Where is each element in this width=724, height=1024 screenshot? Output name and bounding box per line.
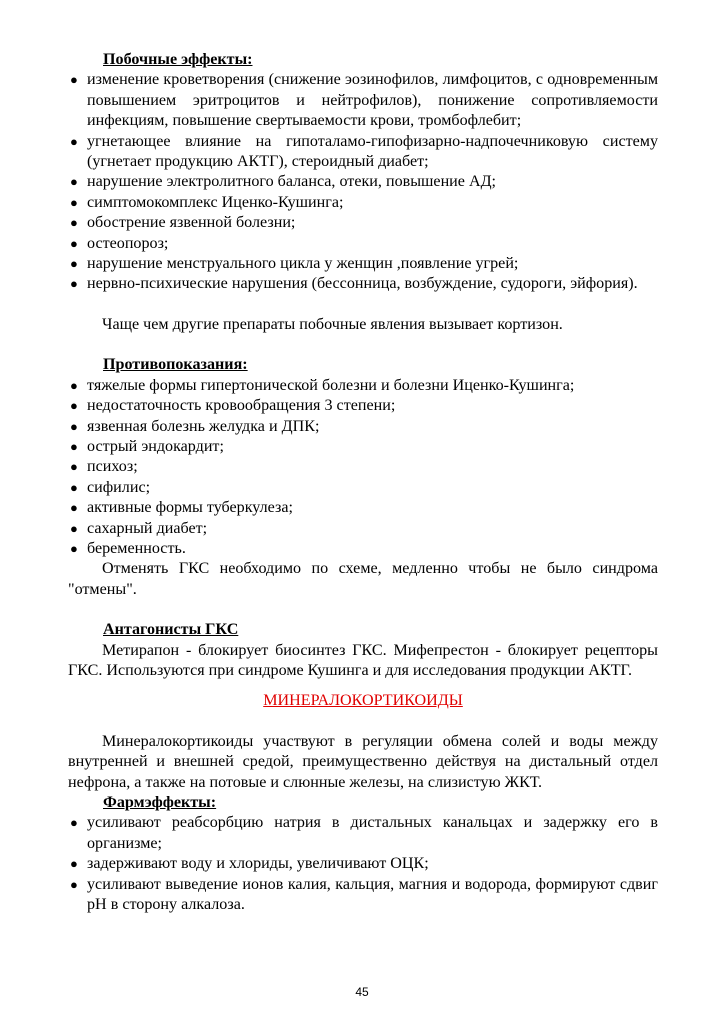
- antagonists-text: Метирапон - блокирует биосинтез ГКС. Мифепрестон - блокирует рецепторы ГКС. Используются при синдроме Кушинга и для исследования продукции АКТГ.: [68, 641, 658, 679]
- antagonists-heading: Антагонисты ГКС: [103, 621, 239, 639]
- bullet-icon: ●: [70, 194, 78, 210]
- bullet-icon: ●: [70, 377, 78, 393]
- side-effects-heading: Побочные эффекты:: [103, 51, 253, 68]
- bullet-icon: ●: [70, 398, 78, 414]
- list-item: ● усиливают реабсорбцию натрия в дистальных канальцах и задержку его в организме;: [70, 814, 658, 852]
- list-item: ● обострение язвенной болезни;: [68, 213, 658, 233]
- list-item: ● недостаточность кровообращения 3 степени;: [68, 396, 658, 416]
- list-item: ● нервно-психические нарушения (бессонница, возбуждение, судороги, эйфория).: [68, 274, 658, 294]
- list-item: ● симптомокомплекс Иценко-Кушинга;: [68, 193, 658, 213]
- bullet-icon: ●: [70, 479, 78, 495]
- side-effects-note: Чаще чем другие препараты побочные явления вызывает кортизон.: [102, 315, 563, 333]
- list-item: ● психоз;: [68, 457, 658, 477]
- list-item: ● тяжелые формы гипертонической болезни и болезни Иценко-Кушинга;: [68, 376, 658, 396]
- bullet-icon: ●: [70, 235, 78, 251]
- page-number: 45: [355, 985, 369, 999]
- bullet-icon: ●: [70, 815, 78, 831]
- bullet-icon: ●: [70, 540, 78, 556]
- bullet-icon: ●: [70, 133, 78, 149]
- list-item: ● острый эндокардит;: [68, 437, 658, 457]
- bullet-icon: ●: [70, 72, 78, 88]
- list-item: ● нарушение электролитного баланса, отеки, повышение АД;: [68, 172, 658, 192]
- bullet-icon: ●: [70, 438, 78, 454]
- list-item: ● угнетающее влияние на гипоталамо-гипофизарно-надпочечниковую систему (угнетает продукцию АКТГ), стероидный диабет;: [70, 132, 658, 171]
- bullet-icon: ●: [70, 876, 78, 892]
- bullet-icon: ●: [70, 500, 78, 516]
- pharm-effects-list: [68, 813, 658, 915]
- bullet-icon: ●: [70, 174, 78, 190]
- pharm-effects-heading: Фармэффекты:: [103, 794, 217, 811]
- list-item: ● сифилис;: [68, 478, 658, 498]
- contraindications-note: Отменять ГКС необходимо по схеме, медленно чтобы не было синдрома "отмены".: [68, 560, 658, 598]
- list-item: ● беременность.: [68, 539, 658, 559]
- bullet-icon: ●: [70, 856, 78, 872]
- list-item: ● сахарный диабет;: [68, 519, 658, 539]
- contraindications-list: [68, 376, 658, 560]
- document-page: [68, 50, 658, 915]
- bullet-icon: ●: [70, 418, 78, 434]
- list-item: ● задерживают воду и хлориды, увеличивают ОЦК;: [68, 854, 658, 874]
- bullet-icon: ●: [70, 520, 78, 536]
- bullet-icon: ●: [70, 215, 78, 231]
- list-item: ● активные формы туберкулеза;: [68, 498, 658, 518]
- list-item: ● усиливают выведение ионов калия, кальция, магния и водорода, формируют сдвиг pH в сторону алкалоза.: [70, 875, 658, 914]
- bullet-icon: ●: [70, 256, 78, 272]
- mineralocorticoids-intro: Минералокортикоиды участвуют в регуляции обмена солей и воды между внутренней и внешней средой, преимущественно действуя на дистальный отдел нефрона, а также на потовые и слюнные железы, на слизистую ЖКТ.: [68, 732, 658, 791]
- bullet-icon: ●: [70, 276, 78, 292]
- side-effects-list: [68, 70, 658, 294]
- bullet-icon: ●: [70, 459, 78, 475]
- list-item: ● остеопороз;: [68, 234, 658, 254]
- mineralocorticoids-title: МИНЕРАЛОКОРТИКОИДЫ: [263, 692, 463, 710]
- list-item: ● нарушение менструального цикла у женщин ,появление угрей;: [68, 254, 658, 274]
- list-item: ● язвенная болезнь желудка и ДПК;: [68, 417, 658, 437]
- contraindications-heading: Противопоказания:: [103, 356, 248, 374]
- list-item: ● изменение кроветворения (снижение эозинофилов, лимфоцитов, с одновременным повышением эритроцитов и нейтрофилов), понижение сопротивляемости инфекциям, повышение свертываемости крови, тромбофлебит;: [70, 71, 658, 130]
